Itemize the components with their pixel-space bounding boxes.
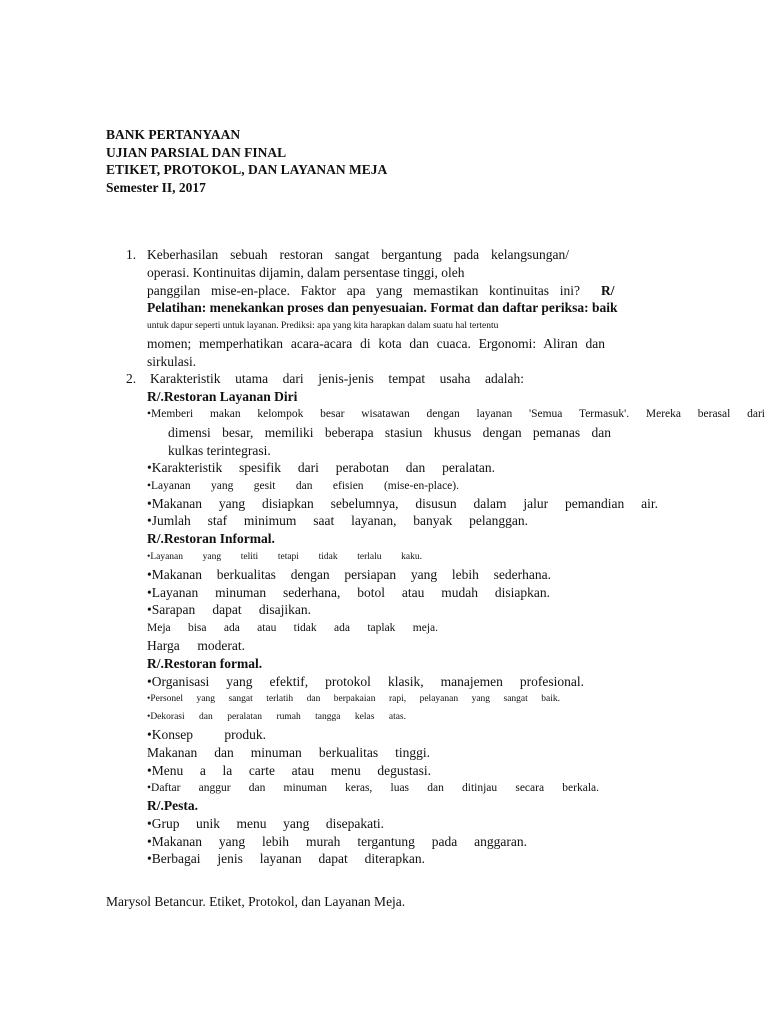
category-heading: R/.Restoran Layanan Diri xyxy=(147,389,298,404)
question-number: 2. xyxy=(126,371,137,386)
header-exam: UJIAN PARSIAL DAN FINAL xyxy=(106,144,287,160)
bullet-item: •Makanan yang lebih murah tergantung pada anggaran. xyxy=(147,834,527,849)
answer-line: momen; memperhatikan acara-acara di kota dan cuaca. Ergonomi: Aliran dan xyxy=(147,336,605,351)
bullet-item-continuation: dimensi besar, memiliki beberapa stasiun khusus dengan pemanas dan xyxy=(168,425,611,440)
answer-marker: R/ xyxy=(601,283,615,298)
bullet-item: •Layanan minuman sederhana, botol atau mudah disiapkan. xyxy=(147,585,550,600)
bullet-item: •Layanan yang gesit dan efisien (mise-en-place). xyxy=(147,480,459,492)
question-text-line: operasi. Kontinuitas dijamin, dalam persentase tinggi, oleh xyxy=(147,265,465,280)
bullet-item: •Jumlah staf minimum saat layanan, banyak pelanggan. xyxy=(147,513,528,528)
bullet-item: •Organisasi yang efektif, protokol klasik, manajemen profesional. xyxy=(147,674,584,689)
bullet-item: •Konsep produk. xyxy=(147,727,266,742)
bullet-item: •Daftar anggur dan minuman keras, luas dan ditinjau secara berkala. xyxy=(147,782,599,794)
question-text-line: Keberhasilan sebuah restoran sangat bergantung pada kelangsungan/ xyxy=(147,247,569,262)
question-text-line: Karakteristik utama dari jenis-jenis tempat usaha adalah: xyxy=(150,371,524,386)
bullet-item: •Makanan berkualitas dengan persiapan yang lebih sederhana. xyxy=(147,567,551,582)
header-course: ETIKET, PROTOKOL, DAN LAYANAN MEJA xyxy=(106,162,388,177)
category-heading: R/.Restoran Informal. xyxy=(147,531,275,546)
category-heading: R/.Restoran formal. xyxy=(147,656,263,671)
bullet-item: •Grup unik menu yang disepakati. xyxy=(147,816,384,831)
answer-line: sirkulasi. xyxy=(147,354,197,369)
bullet-item: •Sarapan dapat disajikan. xyxy=(147,602,311,617)
question-text-line: panggilan mise-en-place. Faktor apa yang memastikan kontinuitas ini? xyxy=(147,283,580,298)
text-line: Makanan dan minuman berkualitas tinggi. xyxy=(147,745,430,760)
bullet-item: •Memberi makan kelompok besar wisatawan dengan layanan 'Semua Termasuk'. Mereka berasal dari xyxy=(147,408,765,420)
document-footer: Marysol Betancur. Etiket, Protokol, dan Layanan Meja. xyxy=(106,894,406,909)
answer-line: untuk dapur seperti untuk layanan. Prediksi: apa yang kita harapkan dalam suatu hal tertentu xyxy=(147,321,499,331)
question-number: 1. xyxy=(126,247,137,262)
text-line: Meja bisa ada atau tidak ada taplak meja. xyxy=(147,622,438,634)
header-semester: Semester II, 2017 xyxy=(106,179,206,195)
text-line: Harga moderat. xyxy=(147,638,245,653)
bullet-item: •Personel yang sangat terlatih dan berpakaian rapi, pelayanan yang sangat baik. xyxy=(147,694,560,704)
bullet-item: •Karakteristik spesifik dari perabotan dan peralatan. xyxy=(147,460,495,475)
bullet-item: •Berbagai jenis layanan dapat diterapkan. xyxy=(147,851,425,866)
document-header xyxy=(106,126,387,196)
bullet-item: •Makanan yang disiapkan sebelumnya, disusun dalam jalur pemandian air. xyxy=(147,496,658,511)
bullet-item: •Menu a la carte atau menu degustasi. xyxy=(147,763,431,778)
bullet-item: •Layanan yang teliti tetapi tidak terlalu kaku. xyxy=(147,552,422,562)
bullet-item-continuation: kulkas terintegrasi. xyxy=(168,443,271,458)
answer-line: Pelatihan: menekankan proses dan penyesuaian. Format dan daftar periksa: baik xyxy=(147,300,618,315)
category-heading: R/.Pesta. xyxy=(147,798,198,813)
bullet-item: •Dekorasi dan peralatan rumah tangga kelas atas. xyxy=(147,712,406,722)
header-title: BANK PERTANYAAN xyxy=(106,127,241,142)
